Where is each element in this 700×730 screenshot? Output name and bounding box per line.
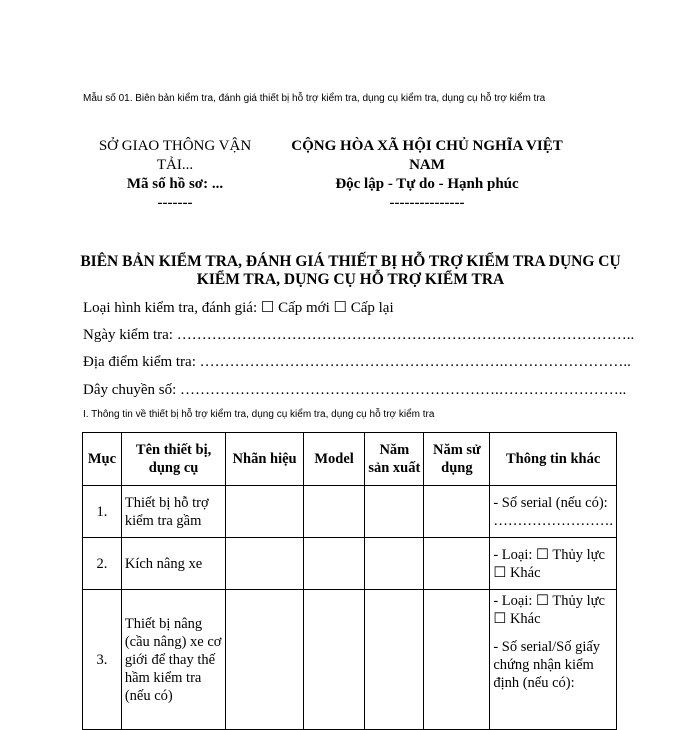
- form-template-label: Mẫu số 01. Biên bản kiểm tra, đánh giá thiết bị hỗ trợ kiểm tra, dụng cụ kiểm tra, dụng cụ hỗ trợ kiểm tra: [83, 93, 546, 104]
- department-name-line1: SỞ GIAO THÔNG VẬN: [98, 138, 252, 154]
- row-number: 2.: [83, 538, 122, 590]
- motto-underline: ---------------: [389, 195, 465, 211]
- row-year-made-cell[interactable]: [365, 486, 424, 538]
- table-row: [83, 538, 617, 590]
- header-other: Thông tin khác: [490, 433, 617, 486]
- department-header: [80, 137, 270, 213]
- row-other-info: [490, 590, 617, 730]
- row-equipment-name: Thiết bị hỗ trợ kiểm tra gầm: [121, 486, 225, 538]
- document-title-line2: KIỂM TRA, DỤNG CỤ HỖ TRỢ KIỂM TRA: [196, 271, 505, 288]
- header-year-made: Năm sản xuất: [365, 433, 424, 486]
- department-name-line2: TẢI...: [156, 157, 194, 173]
- nation-name-line1: CỘNG HÒA XÃ HỘI CHỦ NGHĨA VIỆT: [291, 138, 563, 154]
- row-year-made-cell[interactable]: [365, 590, 424, 730]
- row-equipment-name: Kích nâng xe: [121, 538, 225, 590]
- row-brand-cell[interactable]: [226, 486, 304, 538]
- inspection-place-line: Địa điểm kiểm tra: …………………………………………………….……………………..: [83, 354, 631, 370]
- header-brand: Nhãn hiệu: [226, 433, 304, 486]
- inspection-date-line: Ngày kiểm tra: ………………………………………………………………………………..: [83, 327, 635, 343]
- row-equipment-name: Thiết bị nâng (cầu nâng) xe cơ giới để thay thế hầm kiểm tra (nếu có): [121, 590, 225, 730]
- header-name: Tên thiết bị, dụng cụ: [121, 433, 225, 486]
- row-model-cell[interactable]: [303, 486, 364, 538]
- row-number: 1.: [83, 486, 122, 538]
- other-info-spacer: [493, 628, 613, 638]
- row-other-info: [490, 486, 617, 538]
- row-brand-cell[interactable]: [226, 538, 304, 590]
- row-brand-cell[interactable]: [226, 590, 304, 730]
- section-heading: I. Thông tin về thiết bị hỗ trợ kiểm tra, dụng cụ kiểm tra, dụng cụ hỗ trợ kiểm tra: [83, 409, 435, 420]
- document-title: [78, 253, 623, 289]
- national-motto: Độc lập - Tự do - Hạnh phúc: [335, 176, 519, 192]
- table-row: [83, 486, 617, 538]
- inspection-type-line: [83, 299, 394, 317]
- table-header-row: [83, 433, 617, 486]
- header-model: Model: [303, 433, 364, 486]
- national-header: [282, 137, 572, 213]
- other-info-line: - Loại: ☐ Thủy lực ☐ Khác: [493, 593, 605, 627]
- other-info-line: - Số serial (nếu có):: [493, 494, 608, 511]
- option-new-checkbox[interactable]: ☐ Cấp mới: [260, 300, 330, 316]
- other-info-line: …………………….: [493, 512, 613, 529]
- other-info-line: - Loại: ☐ Thủy lực ☐ Khác: [493, 546, 605, 581]
- row-year-used-cell[interactable]: [424, 538, 490, 590]
- row-year-used-cell[interactable]: [424, 486, 490, 538]
- header-year-used: Năm sử dụng: [424, 433, 490, 486]
- option-reissue-checkbox[interactable]: ☐ Cấp lại: [333, 300, 394, 316]
- department-underline: -------: [157, 195, 193, 211]
- inspection-type-label: Loại hình kiểm tra, đánh giá:: [83, 300, 258, 316]
- production-line-number: Dây chuyền số: ……………………………………………………….……………………..: [83, 382, 627, 398]
- row-other-info: [490, 538, 617, 590]
- other-info-line: - Số serial/Số giấy chứng nhận kiểm định (nếu có):: [493, 639, 601, 691]
- file-code: Mã số hồ sơ: ...: [126, 176, 224, 192]
- document-title-line1: BIÊN BẢN KIỂM TRA, ĐÁNH GIÁ THIẾT BỊ HỖ TRỢ KIỂM TRA DỤNG CỤ: [80, 253, 621, 270]
- equipment-table: [82, 432, 617, 730]
- nation-name-line2: NAM: [409, 157, 445, 173]
- table-row: [83, 590, 617, 730]
- row-model-cell[interactable]: [303, 590, 364, 730]
- row-model-cell[interactable]: [303, 538, 364, 590]
- row-year-used-cell[interactable]: [424, 590, 490, 730]
- row-number: 3.: [83, 590, 122, 730]
- row-year-made-cell[interactable]: [365, 538, 424, 590]
- header-item: Mục: [83, 433, 122, 486]
